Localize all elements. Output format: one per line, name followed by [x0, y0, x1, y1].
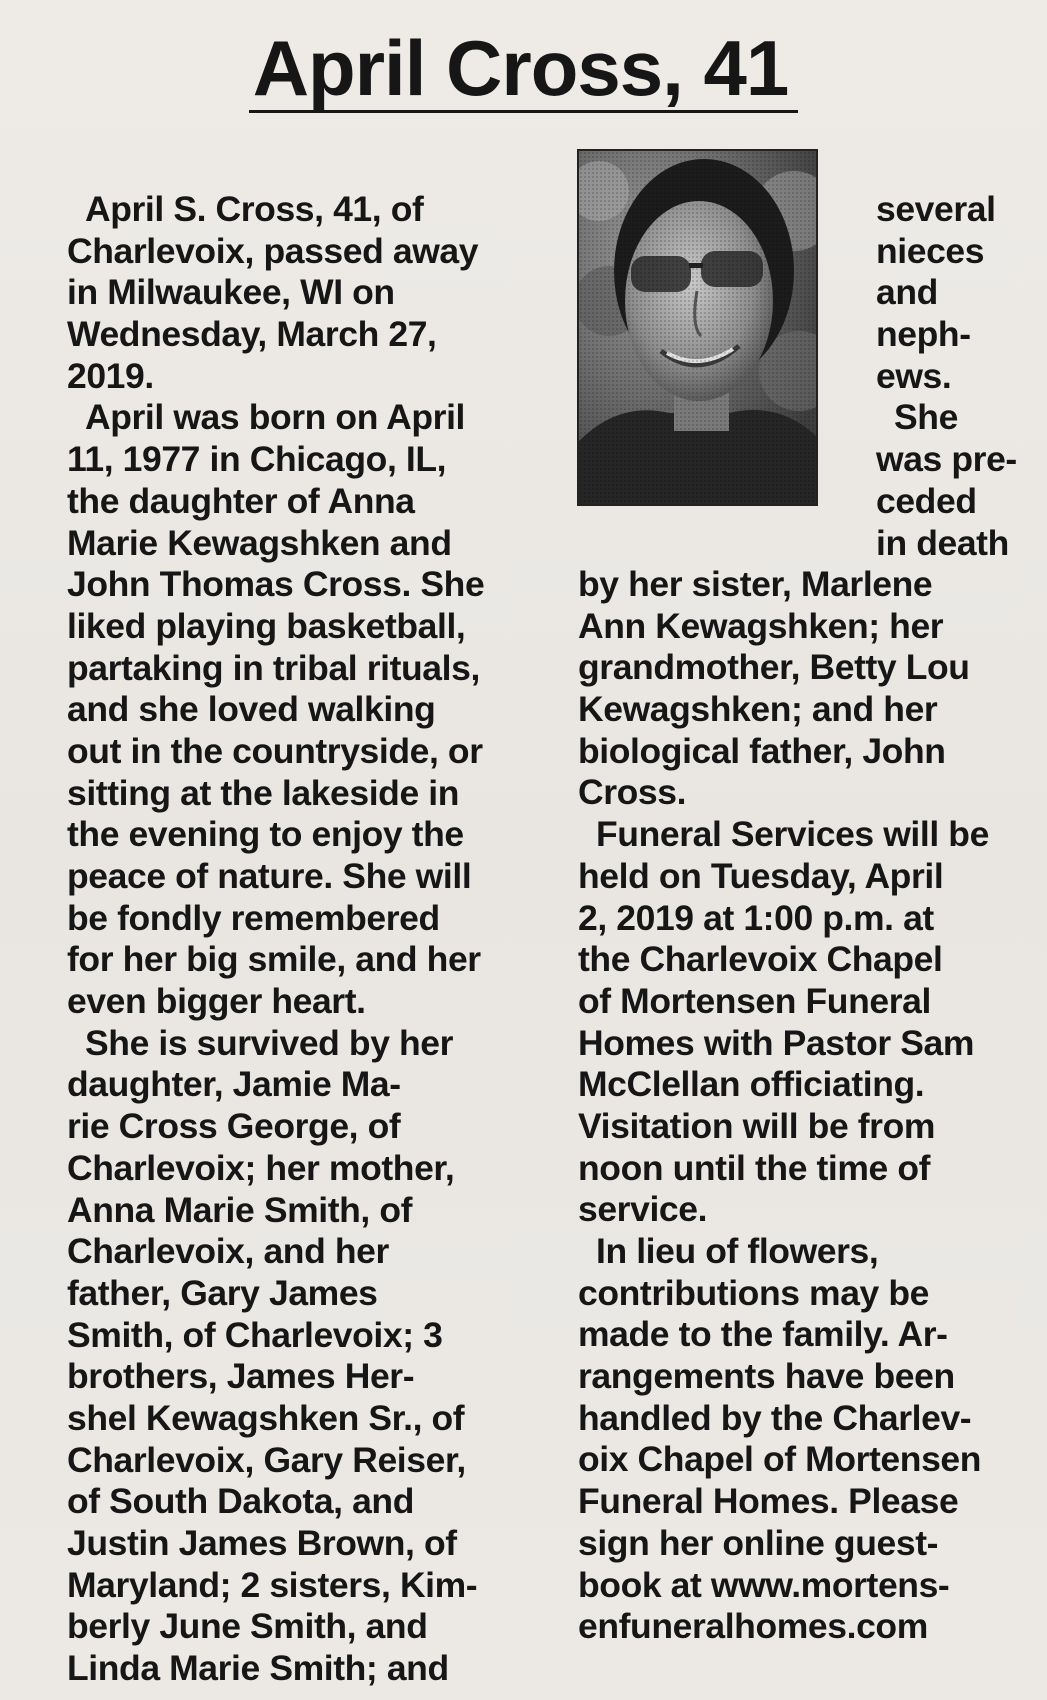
left-column-line: rie Cross George, of	[67, 1106, 401, 1147]
left-column-line: April S. Cross, 41, of	[85, 189, 424, 229]
right-column-wide-line: sign her online guest-	[578, 1522, 939, 1563]
left-column-line: Charlevoix, and her	[67, 1231, 389, 1272]
left-column-line: Charlevoix, Gary Reiser,	[67, 1439, 466, 1480]
right-column-wide-line: Kewagshken; and her	[578, 689, 938, 730]
right-column-narrow-line: and	[876, 272, 938, 313]
left-column-line: even bigger heart.	[67, 981, 366, 1022]
right-column-wide-line: McClellan officiating.	[578, 1064, 925, 1105]
left-column-line: Linda Marie Smith; and	[67, 1648, 449, 1689]
right-column-wide-line: made to the family. Ar-	[578, 1314, 948, 1355]
left-column-line: shel Kewagshken Sr., of	[67, 1397, 465, 1438]
right-column-wide	[578, 564, 1038, 1648]
left-column-line: John Thomas Cross. She	[67, 564, 485, 605]
right-column-narrow-line: She	[894, 397, 958, 438]
left-column-line: liked playing basketball,	[67, 605, 466, 646]
right-column-wide-line: Visitation will be from	[578, 1105, 936, 1146]
right-column-wide-line: grandmother, Betty Lou	[578, 647, 970, 688]
right-column-narrow	[876, 189, 1046, 564]
left-column-line: Maryland; 2 sisters, Kim-	[67, 1564, 478, 1605]
left-column-line: brothers, James Her-	[67, 1356, 415, 1397]
left-column-line: Wednesday, March 27,	[67, 314, 437, 355]
right-column-wide-line: oix Chapel of Mortensen	[578, 1439, 982, 1480]
right-column-narrow-line: was pre-	[876, 439, 1017, 480]
left-column-line: and she loved walking	[67, 689, 436, 730]
right-column-narrow-line: in death	[876, 522, 1009, 563]
right-column-wide-line: Homes with Pastor Sam	[578, 1022, 975, 1063]
right-column-narrow-line: several	[876, 189, 996, 229]
left-column	[67, 189, 537, 1690]
right-column-wide-line: book at www.mortens-	[578, 1564, 950, 1605]
left-column-line: daughter, Jamie Ma-	[67, 1064, 401, 1105]
right-column-wide-line: handled by the Charlev-	[578, 1397, 972, 1438]
right-column-wide-line: Funeral Homes. Please	[578, 1481, 959, 1522]
left-column-line: the evening to enjoy the	[67, 814, 464, 855]
left-column-line: in Milwaukee, WI on	[67, 272, 395, 313]
left-column-line: Justin James Brown, of	[67, 1523, 457, 1563]
right-column-wide-line: 2, 2019 at 1:00 p.m. at	[578, 897, 934, 938]
right-column-narrow-line: nieces	[876, 230, 985, 271]
right-column-wide-line: noon until the time of	[578, 1147, 931, 1188]
left-column-line: the daughter of Anna	[67, 480, 415, 521]
left-column-line: for her big smile, and her	[67, 939, 481, 980]
left-column-line: 2019.	[67, 355, 154, 396]
left-column-line: berly June Smith, and	[67, 1606, 428, 1647]
left-column-line: father, Gary James	[67, 1272, 378, 1313]
portrait-photo	[577, 149, 818, 506]
left-column-line: Charlevoix, passed away	[67, 230, 479, 271]
right-column-narrow-line: neph-	[876, 314, 971, 355]
right-column-wide-line: held on Tuesday, April	[578, 855, 944, 896]
headline: April Cross, 41	[249, 28, 799, 113]
right-column-wide-line: enfuneralhomes.com	[578, 1606, 928, 1647]
right-column-narrow-line: ceded	[876, 480, 977, 521]
left-column-line: Smith, of Charlevoix; 3	[67, 1314, 443, 1355]
portrait-image	[579, 151, 816, 504]
right-column-wide-line: Cross.	[578, 772, 687, 813]
left-column-line: out in the countryside, or	[67, 730, 483, 771]
left-column-line: She is survived by her	[85, 1022, 454, 1063]
right-column-wide-line: service.	[578, 1189, 708, 1230]
left-column-line: April was born on April	[85, 397, 466, 438]
left-column-line: sitting at the lakeside in	[67, 772, 460, 813]
right-column-wide-line: of Mortensen Funeral	[578, 980, 931, 1021]
left-column-line: be fondly remembered	[67, 897, 440, 938]
right-column-wide-line: Funeral Services will be	[596, 814, 989, 855]
left-column-line: Marie Kewagshken and	[67, 522, 452, 563]
right-column-wide-line: biological father, John	[578, 730, 946, 771]
right-column-wide-line: In lieu of flowers,	[596, 1231, 879, 1271]
right-column-wide-line: rangements have been	[578, 1356, 955, 1397]
right-column-wide-line: the Charlevoix Chapel	[578, 939, 943, 980]
right-column-wide-line: Ann Kewagshken; her	[578, 605, 944, 646]
right-column-wide-line: by her sister, Marlene	[578, 564, 933, 604]
left-column-line: partaking in tribal rituals,	[67, 647, 480, 688]
left-column-line: Charlevoix; her mother,	[67, 1147, 455, 1188]
left-column-line: Anna Marie Smith, of	[67, 1189, 413, 1230]
left-column-line: of South Dakota, and	[67, 1481, 415, 1522]
right-column-wide-line: contributions may be	[578, 1272, 929, 1313]
left-column-line: peace of nature. She will	[67, 856, 472, 896]
right-column-narrow-line: ews.	[876, 355, 952, 396]
left-column-line: 11, 1977 in Chicago, IL,	[67, 439, 447, 480]
headline-container	[0, 24, 1047, 113]
